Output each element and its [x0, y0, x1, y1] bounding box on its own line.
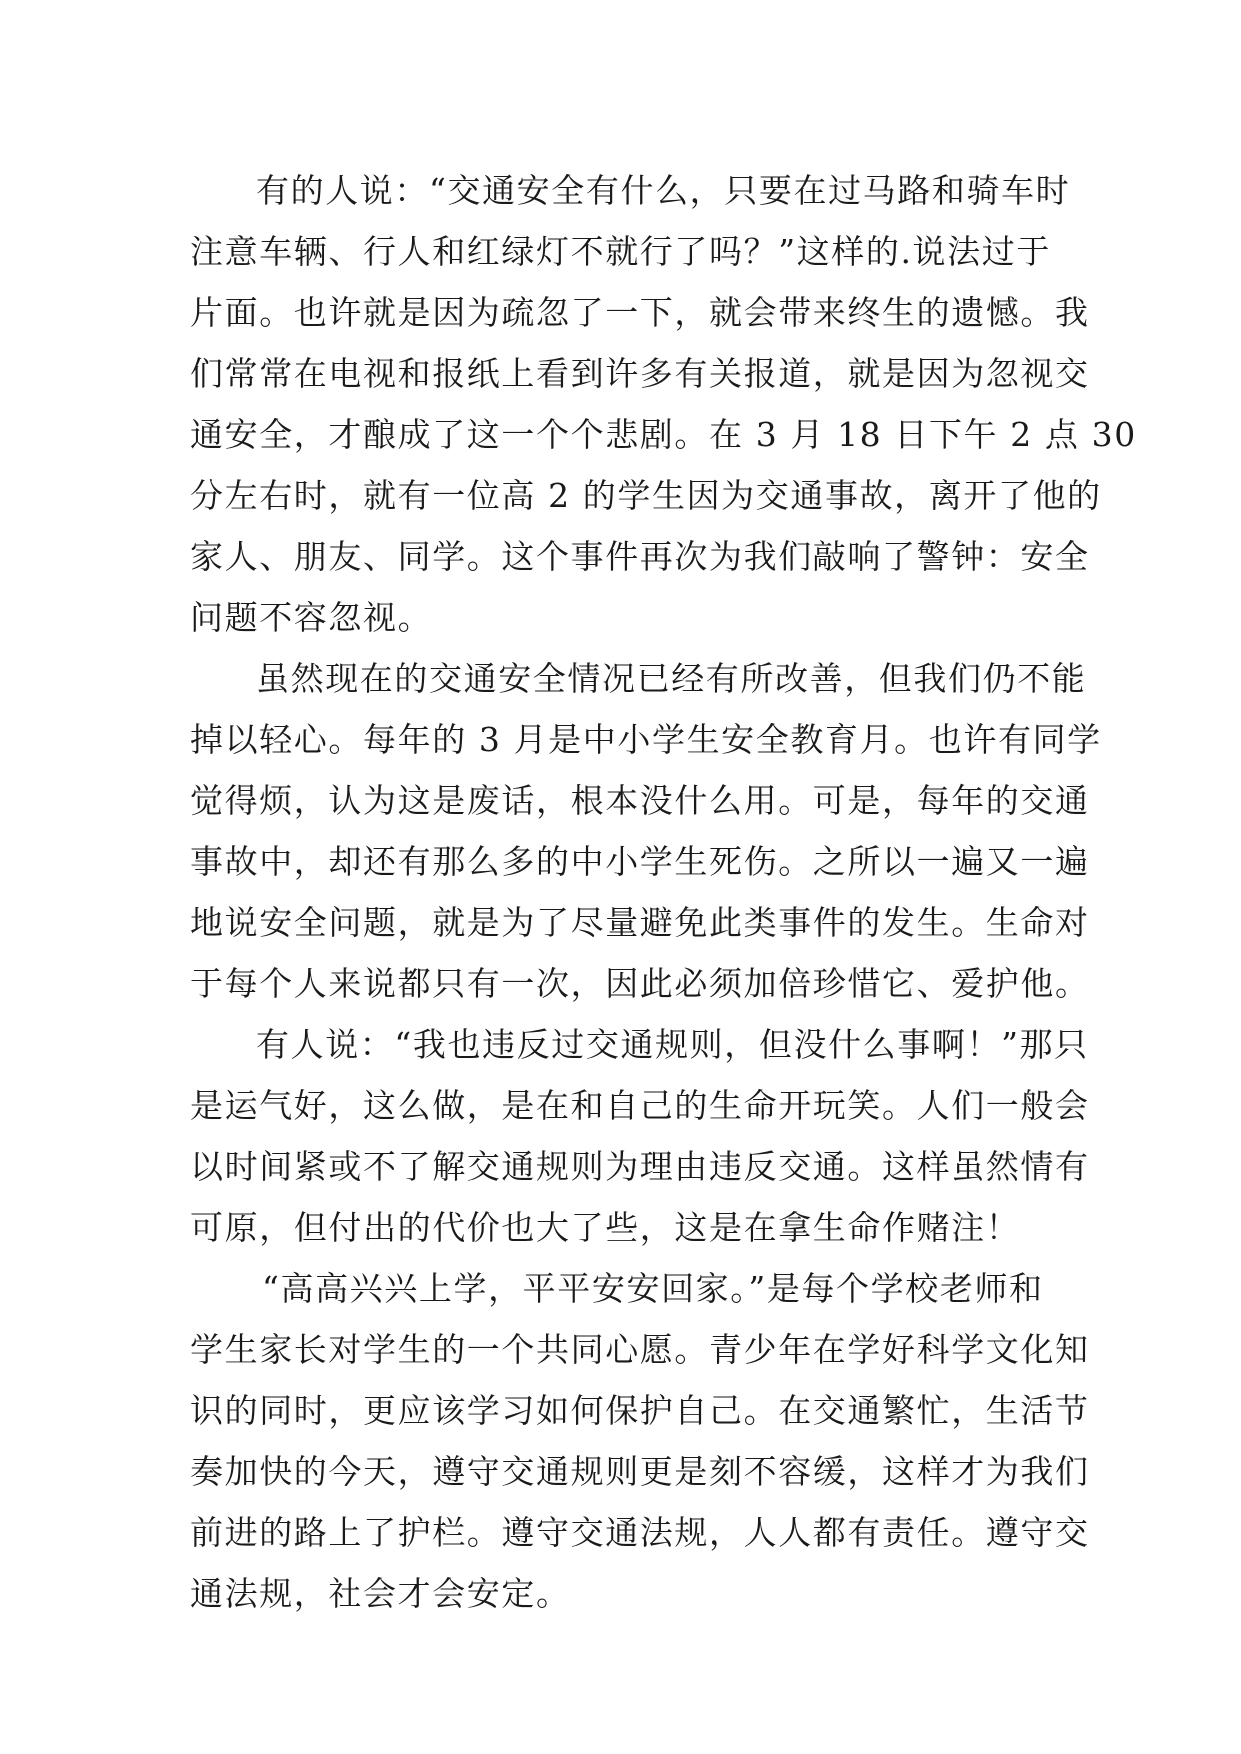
paragraph-line: 虽然现在的交通安全情况已经有所改善，但我们仍不能 — [256, 659, 1087, 698]
body-text — [190, 160, 1137, 1624]
paragraph-3 — [190, 1014, 1090, 1258]
paragraph-line: 注意车辆、行人和红绿灯不就行了吗？”这样的.说法过于 — [190, 232, 1051, 271]
paragraph-line: 有人说：“我也违反过交通规则，但没什么事啊！”那只 — [256, 1025, 1089, 1064]
paragraph-line: 以时间紧或不了解交通规则为理由违反交通。这样虽然情有 — [190, 1147, 1090, 1186]
paragraph-line: 有的人说：“交通安全有什么，只要在过马路和骑车时 — [256, 171, 1071, 210]
paragraph-line: 们常常在电视和报纸上看到许多有关报道，就是因为忽视交 — [190, 354, 1090, 393]
paragraph-2 — [190, 648, 1102, 1014]
paragraph-line: 片面。也许就是因为疏忽了一下，就会带来终生的遗憾。我 — [190, 293, 1090, 332]
paragraph-line: 家人、朋友、同学。这个事件再次为我们敲响了警钟：安全 — [190, 537, 1090, 576]
paragraph-line: 前进的路上了护栏。遵守交通法规，人人都有责任。遵守交 — [190, 1513, 1090, 1552]
paragraph-line: 奏加快的今天，遵守交通规则更是刻不容缓，这样才为我们 — [190, 1452, 1090, 1491]
paragraph-line: 通法规，社会才会安定。 — [190, 1574, 571, 1613]
paragraph-line: 识的同时，更应该学习如何保护自己。在交通繁忙，生活节 — [190, 1391, 1090, 1430]
paragraph-line: 地说安全问题，就是为了尽量避免此类事件的发生。生命对 — [190, 903, 1090, 942]
paragraph-line: 觉得烦，认为这是废话，根本没什么用。可是，每年的交通 — [190, 781, 1090, 820]
paragraph-line: 问题不容忽视。 — [190, 598, 433, 637]
paragraph-line: 分左右时，就有一位高 2 的学生因为交通事故，离开了他的 — [190, 476, 1102, 515]
paragraph-1 — [190, 160, 1137, 648]
paragraph-line: 是运气好，这么做，是在和自己的生命开玩笑。人们一般会 — [190, 1086, 1090, 1125]
paragraph-line: 可原，但付出的代价也大了些，这是在拿生命作赌注！ — [190, 1208, 1021, 1247]
paragraph-line: 通安全，才酿成了这一个个悲剧。在 3 月 18 日下午 2 点 30 — [190, 415, 1137, 454]
paragraph-4 — [190, 1258, 1090, 1624]
paragraph-line: 学生家长对学生的一个共同心愿。青少年在学好科学文化知 — [190, 1330, 1090, 1369]
paragraph-line: 掉以轻心。每年的 3 月是中小学生安全教育月。也许有同学 — [190, 720, 1102, 759]
paragraph-line: 于每个人来说都只有一次，因此必须加倍珍惜它、爱护他。 — [190, 964, 1090, 1003]
paragraph-line: 事故中，却还有那么多的中小学生死伤。之所以一遍又一遍 — [190, 842, 1090, 881]
paragraph-line: “高高兴兴上学，平平安安回家。”是每个学校老师和 — [262, 1269, 1044, 1308]
